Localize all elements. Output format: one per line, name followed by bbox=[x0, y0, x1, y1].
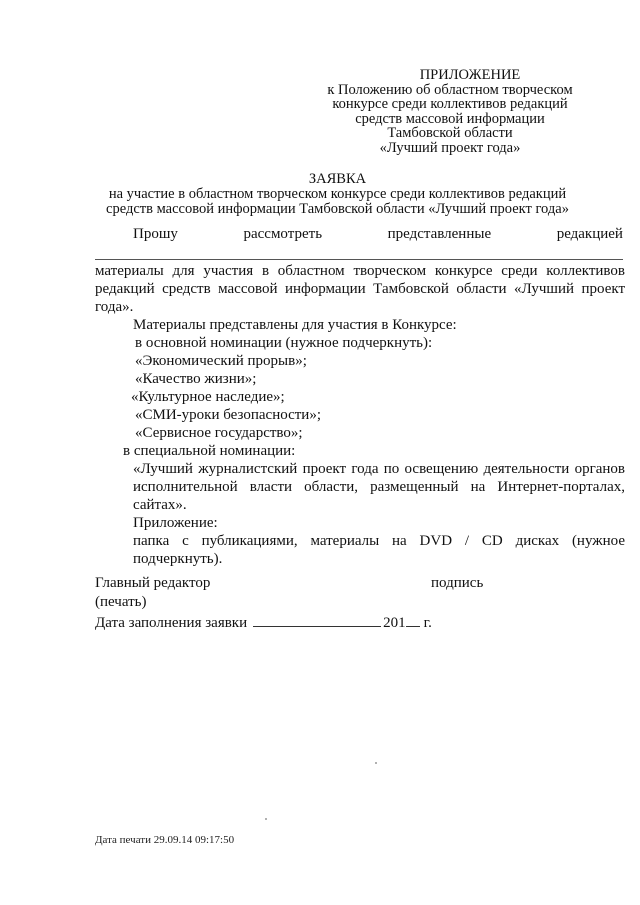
application-subtitle-line: на участие в областном творческом конкурсе среди коллективов редакций bbox=[108, 186, 567, 202]
scan-speck bbox=[265, 818, 267, 820]
nomination-item: «Сервисное государство»; bbox=[135, 425, 303, 441]
nomination-item: «Культурное наследие»; bbox=[131, 389, 285, 405]
appendix-header bbox=[300, 68, 600, 155]
editor-label: Главный редактор bbox=[95, 575, 211, 591]
stamp-row bbox=[95, 593, 625, 612]
request-continuation: материалы для участия в областном творческом конкурсе среди коллективов редакций средств массовой информации Тамбовской области «Лучший проект года». bbox=[95, 263, 625, 315]
request-word: Прошу bbox=[133, 226, 178, 242]
main-nomination-label: в основной номинации (нужное подчеркнуть): bbox=[135, 335, 433, 351]
editorial-name-blank[interactable] bbox=[95, 259, 623, 260]
appendix-line: Тамбовской области bbox=[387, 125, 513, 141]
materials-intro: Материалы представлены для участия в Конкурсе: bbox=[133, 317, 457, 333]
appendix-line: конкурсе среди коллективов редакций bbox=[332, 96, 568, 112]
attachment-label: Приложение: bbox=[133, 515, 218, 531]
print-date: Дата печати 29.09.14 09:17:50 bbox=[95, 834, 235, 846]
application-subtitle-line: средств массовой информации Тамбовской области «Лучший проект года» bbox=[106, 201, 569, 217]
nomination-item: «СМИ-уроки безопасности»; bbox=[135, 407, 321, 423]
special-nomination-label: в специальной номинации: bbox=[123, 443, 296, 459]
year-prefix: 201 bbox=[383, 615, 406, 631]
special-nomination: «Лучший журналистский проект года по освещению деятельности органов исполнительной власти области, размещенный на Интернет-порталах, сайтах». bbox=[133, 461, 625, 513]
stamp-label: (печать) bbox=[95, 594, 147, 610]
appendix-line: «Лучший проект года» bbox=[379, 139, 521, 156]
appendix-line: к Положению об областном творческом bbox=[327, 81, 573, 98]
request-word: рассмотреть bbox=[243, 226, 323, 242]
date-label: Дата заполнения заявки bbox=[95, 615, 248, 631]
year-suffix: г. bbox=[423, 615, 432, 631]
date-blank[interactable] bbox=[253, 612, 381, 627]
nomination-item: «Экономический прорыв»; bbox=[135, 353, 307, 369]
signature-label: подпись bbox=[431, 575, 484, 591]
application-title-block bbox=[60, 172, 615, 217]
request-line bbox=[95, 226, 623, 243]
year-blank[interactable] bbox=[406, 612, 420, 627]
scan-speck bbox=[375, 762, 377, 764]
nomination-item: «Качество жизни»; bbox=[135, 371, 257, 387]
request-word: представленные bbox=[387, 226, 492, 242]
request-word: редакцией bbox=[556, 226, 623, 242]
appendix-title: ПРИЛОЖЕНИЕ bbox=[419, 67, 521, 83]
appendix-line: средств массовой информации bbox=[355, 110, 545, 127]
signature-block bbox=[95, 574, 625, 631]
date-row bbox=[95, 612, 625, 631]
attachment-text: папка с публикациями, материалы на DVD / CD дисках (нужное подчеркнуть). bbox=[133, 533, 625, 567]
signature-row bbox=[95, 574, 625, 593]
application-title: ЗАЯВКА bbox=[308, 171, 367, 187]
application-body bbox=[95, 262, 625, 568]
